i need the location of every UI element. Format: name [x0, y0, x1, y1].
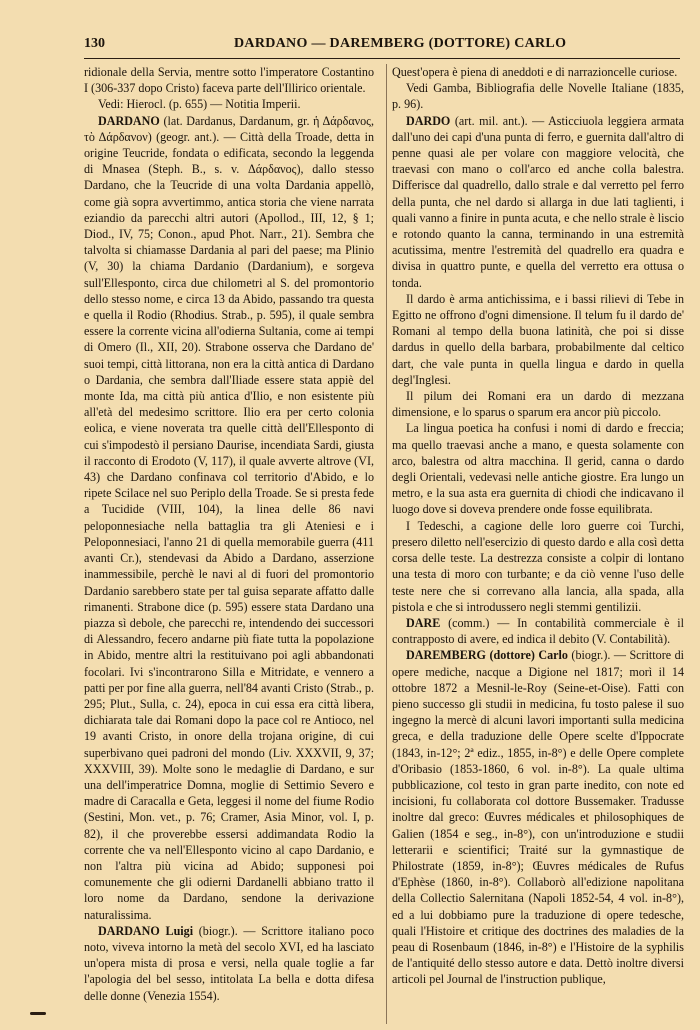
dictionary-entry — [392, 647, 684, 987]
entry-text: Il dardo è arma antichissima, e i bassi rilievi di Tebe in Egitto ne offrono d'ogni dimensione. Il telum fu il dardo de' Romani al tempo della buona latinità, che poi si disse dardus in quello della barbara, probabilmente dal celtico dart, che vale punta in quella lingua e dardo in quella degl'Inglesi. — [392, 291, 684, 387]
dictionary-entry — [392, 113, 684, 291]
entry-text: La lingua poetica ha confusi i nomi di dardo e freccia; ma quello traevasi anche a mano, e questa solamente con arco, balestra od altra macchina. Il gerid, canna o dardo degli Orientali, vedevasi nelle antiche giostre. Era lungo un metro, e la sua asta era guernita di chiodi che indicavano il luogo dove si doveva prendere onde fosse equilibrata. — [392, 421, 684, 517]
paragraph — [392, 388, 684, 420]
dictionary-entry — [84, 923, 374, 1004]
page-number: 130 — [84, 36, 105, 51]
entry-text: (lat. Dardanus, Dardanum, gr. ἡ Δάρδανος, τὸ Δάρδανον) (geogr. ant.). — Città della Troade, detta in origine Teucride, fondata o edificata, secondo la leggenda di Mnasea (Steph. B., s. v. Δάρδανος), dallo stesso Dardano, che la Teucride di una volta Dardania appellò, come già sopra avvertimmo, antica storia che viene narrata eziandio da parecchi altri autori (Apollod., III, 12, § 1; Diod., IV, 75; Conon., apud Phot. Narr., 21). Sembra che talvolta si chiamasse Dardania al pari del paese; ma Plinio (V, 30) la chiama Dardanio (Dardanium), e sorgeva sull'Ellesponto, circa due chilometri al S. del promontorio dello stesso nome, e circa 13 da Abido, passando tra questa e quella il Rodio (Rhodius. Strab., p. 595), il quale sembra essere la corrente vicina all'odierna Sultania, come ai tempi di Omero (Il., XII, 20). Strabone osserva che Dardano de' suoi tempi, città littorana, non era la città antica di Dardano o Dardania, che sembra dall'Iliade essere stata appiè del monte Ida, ma città più antica d'Ilio, e non esistente più all'età del medesimo scrittore. Ilio era per certo colonia eolica, e viene noverata tra quelle città dell'Ellesponto di cui s'impodestò il persiano Daurise, incendiata Sardi, giusta il racconto di Erodoto (V, 117), il quale avverte altrove (VI, 43) che Dardano confinava col territorio d'Abido, e lo ripete Scilace nel suo Periplo della Troade. Se si presta fede a Tucidide (VIII, 104), la linea delle 86 navi peloponnesiache nella battaglia tra gli Ateniesi e i Peloponnesiaci, l'anno 21 di quella memorabile guerra (411 avanti Cr.), stendevasi da Abido a Dardano, asserzione inammessibile, perchè le navi al di fuori del promontorio Dardanio sarebbero state per tal guisa separate affatto dalle rimanenti. Strabone dice (p. 595) essere stata Dardano una piazza sì debole, che parecchi re, intendendo dei successori di Alessandro, fecero andarne più fiate tutta la popolazione in Abido, mentre altri la restituivano poi agli abbandonati focolari. Ivi s'incontrarono Silla e Mitridate, e vennero a patti per por fine alla guerra, nell'84 avanti Cristo (Strab., p. 295; Plut., Sulla, c. 24), epoca in cui essa era città libera, dichiarata tale dai Romani dopo la pace col re Antioco, nel 19 avanti Cristo, in onore della trojana origine, di cui superbivano quei padroni del mondo (Liv. XXXVII, 9, 37; XXXVIII, 39). Molte sono le medaglie di Dardano, e sur una dell'imperatrice Domna, moglie di Settimio Severo e madre di Caracalla e Geta, leggesi il nome del fiume Rodio (Sestini, Mon. vet., p. 76; Cramer, Asia Minor, vol. I, p. 82), il che proverebbe essersi addimandata Rodio la corrente che va nell'Ellesponto vicino al capo Dardanio, e non l'altra più vicina ad Abido; supponesi poi comunemente che gli odierni Dardanelli abbiano tratto il loro nome da Dardano, sendone la derivazione naturalissima. — [84, 113, 374, 922]
entry-text: I Tedeschi, a cagione delle loro guerre coi Turchi, presero diletto nell'esercizio di questo dardo e alla così detta corsa delle teste. La destrezza consiste a colpir di lontano una testa di moro con turbante; e da ciò venne l'uso delle teste nere che si correvano alla lancia, alla spada, alla pistola e che si introdussero negli stemmi gentilizii. — [392, 518, 684, 614]
paragraph — [392, 420, 684, 517]
entry-text: (biogr.). — Scrittore di opere mediche, nacque a Digione nel 1817; morì il 14 ottobre 1872 a Mesnil-le-Roy (Seine-et-Oise). Fatti con pieno successo gli studii in medicina, fu tosto palese il suo ingegno la mercè di alcuni lavori importanti sulla medicina greca, e della traduzione delle Opere scelte d'Ippocrate (1843, in-12°; 2ª ediz., 1855, in-8°) e delle Opere complete d'Oribasio (1853-1860, 6 vol. in-8°). La quale ultima pubblicazione, col testo in gran parte inedito, con note ed incisioni, fu collaborata col dottore Bussemaker. Tradusse inoltre dal greco: Œuvres médicales et philosophiques de Galien (1854 e seg., in-8°), con un'introduzione e studii letterarii e scientifici; Traité sur la gymnastique de Philostrate (1859, in-8°); Œuvres médicales de Rufus d'Ephèse (1860, in-8°). Collaborò all'edizione napolitana della Collectio Salernitana (Napoli 1852-54, 4 vol. in-8°), ed a lui dobbiamo pure la traduzione di opere tedesche, quali l'Histoire et critique des doctrines des maladies de la peau di Rosenbaum (1846, in-8°) e l'Histoire de la syphilis de l'antiquité dello stesso autore e data. Dettò inoltre diversi articoli pel Journal de l'instruction publique, — [392, 648, 684, 987]
column-divider — [386, 64, 387, 1024]
entry-text: (art. mil. ant.). — Asticciuola leggiera armata dall'uno dei capi d'una punta di ferro, e guernita dall'altro di penne quasi ale per volare con maggiore velocità, che traevasi con mano o coll'arco ed anche colla balestra. Differisce dal quadrello, dallo strale e dal verretto pel ferro della punta, che nel dardo si allarga in due lati taglienti, i quali vanno a finire in punta acuta, e che nello strale è liscio e rotondo quanto la canna, terminando in una estremità acutissima, mentre l'estremità del quadrello era quadra e divisa in quattro punte, e quella del verretto era ottusa o tonda. — [392, 113, 684, 290]
paragraph — [392, 291, 684, 388]
entry-text: Vedi: Hierocl. (p. 655) — Notitia Imperii. — [98, 97, 301, 112]
entry-headword: DAREMBERG (dottore) Carlo — [406, 648, 568, 663]
entry-text: Vedi Gamba, Bibliografia delle Novelle Italiane (1835, p. 96). — [392, 81, 684, 112]
entry-text: ridionale della Servia, mentre sotto l'imperatore Costantino I (306-337 dopo Cristo) faceva parte dell'Illirico orientale. — [84, 65, 374, 96]
dictionary-entry — [392, 615, 684, 647]
paragraph — [392, 518, 684, 615]
paragraph — [392, 80, 684, 112]
entry-headword: DARE — [406, 615, 441, 630]
page-header — [84, 36, 680, 59]
left-column — [84, 64, 374, 1004]
paragraph — [84, 64, 374, 96]
paragraph — [84, 96, 374, 112]
entry-text: Il pilum dei Romani era un dardo di mezzana dimensione, e lo sparus o sparum era ancor più piccolo. — [392, 389, 684, 420]
entry-text: (comm.) — In contabilità commerciale è il contrapposto di avere, ed indica il debito (V. Contabilità). — [392, 615, 684, 647]
running-head: DARDANO — DAREMBERG (DOTTORE) CARLO — [234, 36, 567, 51]
dictionary-entry — [84, 113, 374, 923]
entry-headword: DARDANO — [98, 113, 160, 128]
paragraph — [392, 64, 684, 80]
entry-text: Quest'opera è piena di aneddoti e di narrazioncelle curiose. — [392, 65, 678, 79]
entry-headword: DARDANO Luigi — [98, 923, 194, 938]
page-mark — [30, 1012, 46, 1015]
entry-headword: DARDO — [406, 113, 451, 128]
entry-text: (biogr.). — Scrittore italiano poco noto, viveva intorno la metà del secolo XVI, ed ha lasciato un'opera mista di prosa e versi, nella quale toglie a far l'apologia del bel sesso, intitolata La bella e dotta difesa delle donne (Venezia 1554). — [84, 923, 374, 1003]
right-column — [392, 64, 684, 988]
